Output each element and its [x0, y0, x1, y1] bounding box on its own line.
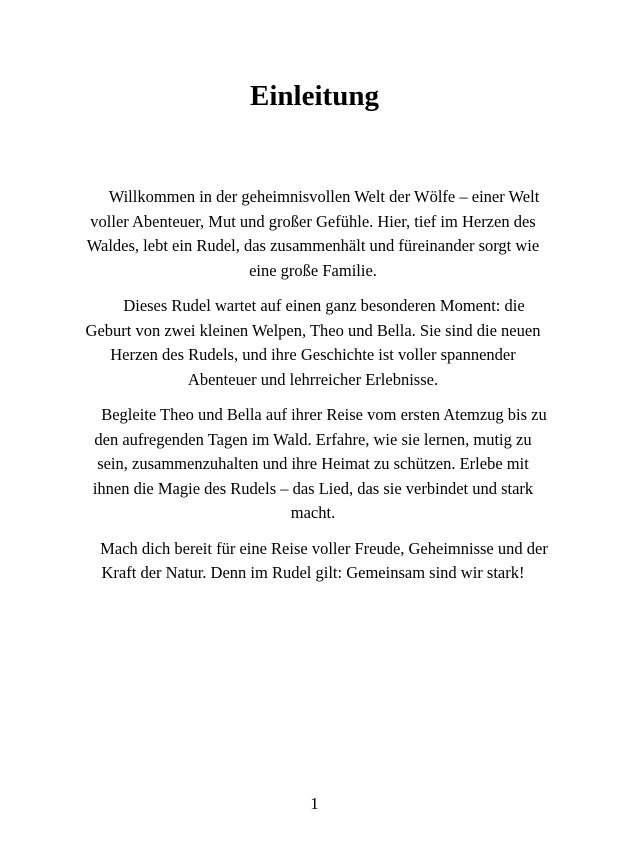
paragraph-4: Mach dich bereit für eine Reise voller Freude, Geheimnisse und der Kraft der Natur. Denn im Rudel gilt: Gemeinsam sind wir stark!	[100, 538, 548, 582]
paragraph-2: Dieses Rudel wartet auf einen ganz besonderen Moment: die Geburt von zwei kleinen Welpen, Theo und Bella. Sie sind die neuen Herzen des Rudels, und ihre Geschichte ist voller spannender Abenteuer und lehrreicher Erlebnisse.	[85, 296, 541, 389]
page-title: Einleitung	[250, 80, 379, 112]
page-number: 1	[310, 794, 319, 813]
paragraph-1: Willkommen in der geheimnisvollen Welt der Wölfe – einer Welt voller Abenteuer, Mut und großer Gefühle. Hier, tief im Herzen des Waldes, lebt ein Rudel, das zusammenhält und füreinander sorgt wie eine große Familie.	[86, 187, 540, 280]
paragraph-3: Begleite Theo und Bella auf ihrer Reise vom ersten Atemzug bis zu den aufregenden Tagen im Wald. Erfahre, wie sie lernen, mutig zu sein, zusammenzuhalten und ihre Heimat zu schützen. Erlebe mit ihnen die Magie des Rudels – das Lied, das sie verbindet und stark macht.	[92, 405, 547, 522]
body-text	[78, 185, 548, 597]
